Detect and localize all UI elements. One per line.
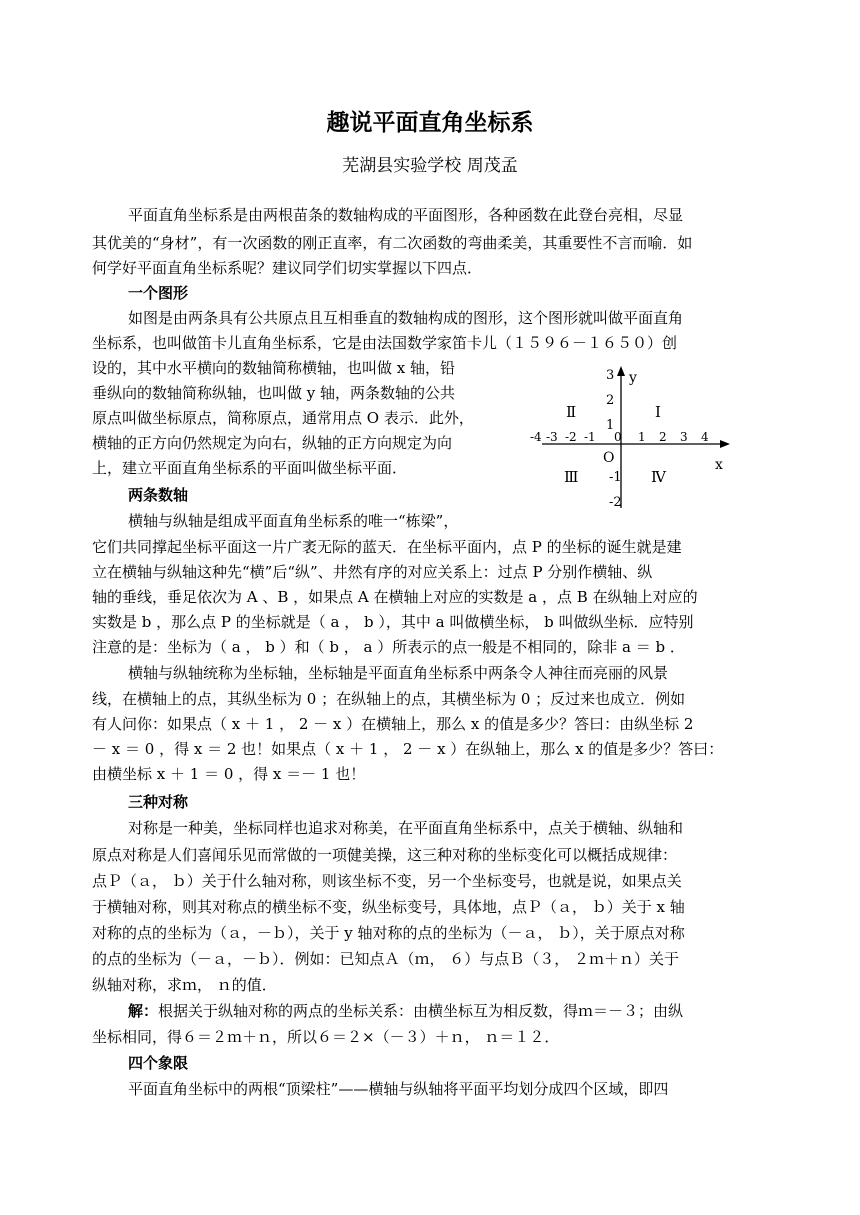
paragraph-line: 线，在横轴上的点，其纵坐标为 0 ；在纵轴上的点，其横坐标为 0 ；反过来也成立．例如: [92, 690, 686, 708]
paragraph-line: 它们共同撑起坐标平面这一片广袤无际的蓝天．在坐标平面内，点 P 的坐标的诞生就是建: [92, 538, 682, 556]
paragraph-line: 纵轴对称，求ｍ， ｎ的值．: [92, 976, 277, 994]
x-tick-1: 1: [638, 430, 646, 444]
paragraph-line: 点Ｐ（ａ， ｂ）关于什么轴对称，则该坐标不变，另一个坐标变号，也就是说，如果点关: [92, 872, 682, 890]
quadrant-label-2: Ⅱ: [566, 403, 577, 421]
x-axis-label: x: [715, 457, 723, 473]
paragraph-line: 由横坐标 x ＋ 1 ＝ 0 ，得 x ＝－ 1 也！: [92, 765, 366, 783]
paragraph-line: 垂纵向的数轴简称纵轴，也叫做 y 轴，两条数轴的公共: [92, 384, 456, 402]
x-tick-3: 3: [680, 430, 688, 444]
paragraph-line: 立在横轴与纵轴这种先“横”后“纵”、井然有序的对应关系上：过点 P 分别作横轴、纵: [92, 563, 653, 581]
y-tick-1: 1: [606, 418, 615, 433]
paragraph-line: 轴的垂线，垂足依次为 A 、B ，如果点 A 在横轴上对应的实数是 a ，点 B 在纵轴上对应的: [92, 588, 698, 606]
paragraph-line: 对称是一种美，坐标同样也追求对称美，在平面直角坐标系中，点关于横轴、纵轴和: [128, 819, 684, 837]
section-heading-symmetry: 三种对称: [128, 793, 189, 811]
y-axis-label: y: [629, 370, 637, 386]
x-tick-4: 4: [701, 430, 709, 444]
paragraph-line: 平面直角坐标中的两根“顶梁柱”——横轴与纵轴将平面平均划分成四个区域，即四: [128, 1080, 669, 1098]
y-axis-arrow: [617, 366, 625, 376]
paragraph-line: 对称的点的坐标为（ａ，－ｂ），关于 y 轴对称的点的坐标为（－ａ， ｂ），关于原点对称: [92, 924, 685, 942]
paragraph-line: 设的，其中水平横向的数轴简称横轴，也叫做 x 轴，铅: [92, 359, 455, 377]
intro-line: 何学好平面直角坐标系呢？建议同学们切实掌握以下四点．: [92, 259, 483, 277]
author-line: 芜湖县实验学校 周茂孟: [342, 156, 518, 176]
origin-label: O: [603, 450, 615, 466]
paragraph-line: 注意的是：坐标为（ a ， b ）和（ b ， a ）所表示的点一般是不相同的，除非 a ＝ b ．: [92, 638, 685, 656]
y-tick-neg1: -1: [609, 470, 622, 485]
coordinate-system-figure: [520, 362, 740, 512]
x-axis-arrow: [720, 440, 730, 448]
paragraph-line: 原点叫做坐标原点，简称原点，通常用点 O 表示．此外，: [92, 409, 474, 427]
paragraph-line: 坐标系，也叫做笛卡儿直角坐标系，它是由法国数学家笛卡儿（１５９６－１６５０）创: [92, 334, 678, 352]
x-tick-2: 2: [659, 430, 667, 444]
paragraph-line: 如图是由两条具有公共原点且互相垂直的数轴构成的图形，这个图形就叫做平面直角: [128, 309, 684, 327]
y-tick-neg2: -2: [609, 495, 622, 510]
paragraph-line: 横轴的正方向仍然规定为向右，纵轴的正方向规定为向: [92, 434, 453, 452]
x-tick-neg1: -1: [584, 430, 596, 444]
paragraph-line: 实数是 b ，那么点 P 的坐标就是（ a ， b ），其中 a 叫做横坐标， b 叫做纵坐标．应特别: [92, 613, 694, 631]
paragraph-line: 横轴与纵轴是组成平面直角坐标系的唯一“栋梁”，: [128, 512, 459, 530]
x-tick-neg2: -2: [565, 430, 577, 444]
page-title: 趣说平面直角坐标系: [326, 110, 534, 136]
quadrant-label-4: Ⅳ: [651, 468, 666, 486]
paragraph-line: － x ＝ 0 ，得 x ＝ 2 也！如果点（ x ＋ 1 ， 2 － x ）在纵轴上，那么 x 的值是多少？答曰：: [92, 740, 724, 758]
section-heading-figure: 一个图形: [128, 284, 189, 302]
paragraph-line: 横轴与纵轴统称为坐标轴，坐标轴是平面直角坐标系中两条令人神往而亮丽的风景: [128, 664, 669, 682]
paragraph-line: 原点对称是人们喜闻乐见而常做的一项健美操，这三种对称的坐标变化可以概括成规律：: [92, 846, 678, 864]
paragraph-line: 的点的坐标为（－ａ，－ｂ）．例如：已知点Ａ（ｍ， ６）与点Ｂ（３， ２ｍ＋ｎ）关于: [92, 950, 680, 968]
quadrant-label-1: Ⅰ: [655, 403, 661, 421]
section-heading-quadrants: 四个象限: [128, 1054, 189, 1072]
paragraph-line: 有人问你：如果点（ x ＋ 1 ， 2 － x ）在横轴上，那么 x 的值是多少？答曰：由纵坐标 2: [92, 715, 694, 733]
paragraph-line: 上，建立平面直角坐标系的平面叫做坐标平面．: [92, 459, 408, 477]
y-tick-2: 2: [606, 393, 615, 408]
paragraph-line: 于横轴对称，则其对称点的横坐标不变，纵坐标变号，具体地，点Ｐ（ａ， ｂ）关于 x 轴: [92, 898, 685, 916]
intro-line: 平面直角坐标系是由两根苗条的数轴构成的平面图形，各种函数在此登台亮相，尽显: [128, 206, 684, 224]
solution-label: 解：: [128, 1002, 159, 1020]
section-heading-axes: 两条数轴: [128, 486, 189, 504]
solution-text: 根据关于纵轴对称的两点的坐标关系：由横坐标互为相反数，得ｍ＝－３；由纵: [158, 1002, 684, 1020]
solution-line: 坐标相同，得６＝２ｍ＋ｎ，所以６＝２×（－３）＋ｎ， ｎ＝１２．: [92, 1028, 560, 1046]
quadrant-label-3: Ⅲ: [564, 468, 579, 486]
origin-tick: 0: [614, 430, 622, 444]
solution-line: [128, 1001, 683, 1021]
x-tick-neg4: -4: [530, 430, 542, 444]
x-tick-neg3: -3: [546, 430, 558, 444]
y-tick-3: 3: [606, 368, 615, 383]
intro-line: 其优美的“身材”，有一次函数的刚正直率，有二次函数的弯曲柔美，其重要性不言而喻．如: [92, 234, 693, 252]
